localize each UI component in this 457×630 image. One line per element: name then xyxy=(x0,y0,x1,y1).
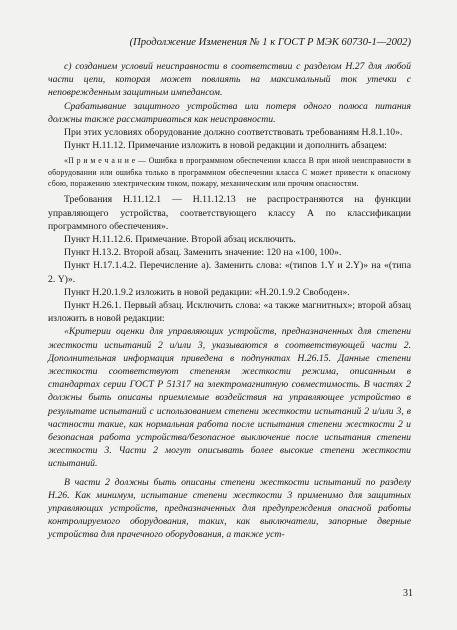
paragraph-item-c: c) созданием условий неисправности в соответствии с разделом Н.27 для любой части цепи, которая может повлиять на максимальный ток утечки с неповрежденным защитным импедансом. xyxy=(48,61,411,99)
running-header: (Продолжение Изменения № 1 к ГОСТ Р МЭК 60730-1—2002) xyxy=(129,37,411,48)
paragraph-part-2-severity: В части 2 должны быть описаны степени жесткости испытаний по разделу Н.26. Как минимум, испытание степени жесткости 3 применимо для защитных управляющих устройств, предназначенных для предупреждения опасной работы контролируемого оборудования, таких, как выключатели, запорные дверные устройства для прачечного оборудования, а также уст- xyxy=(48,476,411,541)
body-text xyxy=(48,60,411,542)
page-number: 31 xyxy=(403,588,413,599)
paragraph-h13-2: Пункт Н.13.2. Второй абзац. Заменить значение: 120 на «100, 100». xyxy=(64,247,342,259)
paragraph-protection-trip: Срабатывание защитного устройства или потеря одного полюса питания должны также рассматриваться как неисправности. xyxy=(48,100,411,125)
paragraph-requirements-class-a: Требования Н.11.12.1 — Н.11.12.13 не распространяются на функции управляющего устройства, соответствующего классу А по классификации программного обеспечения». xyxy=(48,194,411,232)
paragraph-conditions: При этих условиях оборудование должно соответствовать требованиям Н.8.1.10». xyxy=(64,127,403,139)
paragraph-h11-12-6: Пункт Н.11.12.6. Примечание. Второй абзац исключить. xyxy=(64,233,296,245)
paragraph-h26-1: Пункт Н.26.1. Первый абзац. Исключить слова: «а также магнитных»; второй абзац изложить в новой редакции: xyxy=(48,299,411,325)
paragraph-h11-12: Пункт Н.11.12. Примечание изложить в новой редакции и дополнить абзацем: xyxy=(64,140,387,152)
paragraph-h17-1-4-2: Пункт Н.17.1.4.2. Перечисление а). Заменить слова: «(типов 1.Y и 2.Y)» на «(типа 2. Y)». xyxy=(48,260,411,285)
paragraph-evaluation-criteria: «Критерии оценки для управляющих устройств, предназначенных для степени жесткости испытаний 2 и/или 3, указываются в соответствующей части 2. Дополнительная информация приведена в подпунктах Н.26.15. Данные степени жесткости соответствуют степеням жесткости режима, описанным в стандартах серии ГОСТ Р 51317 на электромагнитную совместимость. В частях 2 должны быть описаны приемлемые воздействия на управляющее устройство в результате испытаний с использованием степени жесткости испытаний 2 и/или 3, в частности такие, как нормальная работа после испытания степени жесткости 2 и безопасная работа устройства/безопасное выключение после испытания степени жесткости 3. Части 2 могут описывать более высокие степени жесткости испытаний. xyxy=(48,326,411,470)
paragraph-h20-1-9-2: Пункт Н.20.1.9.2 изложить в новой редакции: «Н.20.1.9.2 Свободен». xyxy=(64,286,350,298)
note-software-error: «П р и м е ч а н и е — Ошибка в программном обеспечении класса В при иной неисправности в оборудовании или ошибка только в программном обеспечении класса С может привести к опасному сбою, поражению электрическим током, пожару, механическим или прочим опасностям. xyxy=(48,156,411,189)
